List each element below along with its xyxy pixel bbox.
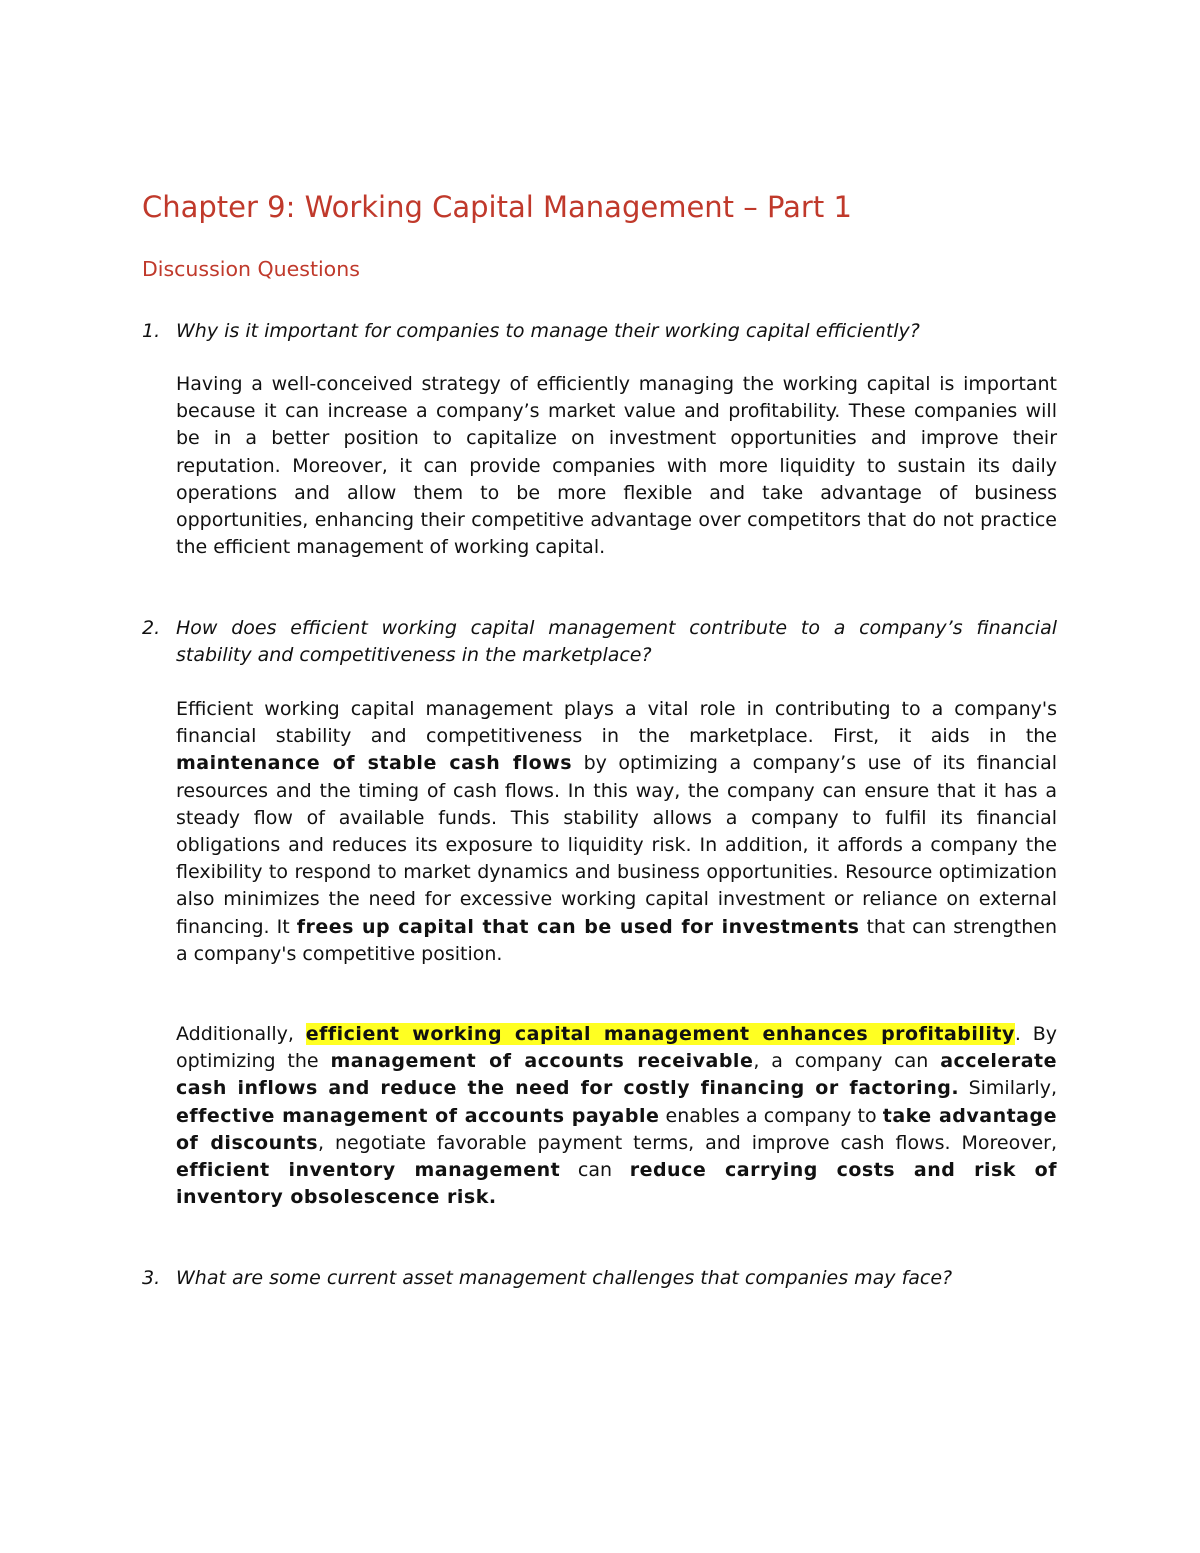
page-title: Chapter 9: Working Capital Management – Part 1 [142,190,852,224]
section-heading: Discussion Questions [142,257,360,281]
highlighted-text: efficient working capital management enhances profitability [305,1023,1015,1045]
text-run: , negotiate favorable payment terms, and improve cash flows. Moreover, [318,1131,1057,1154]
answer-paragraph [176,1021,1057,1211]
question-text: How does efficient working capital management contribute to a company’s financial stability and competitiveness in the marketplace? [176,617,1057,667]
bold-text: reduce carrying costs and risk of inventory obsolescence risk. [176,1159,1057,1209]
text-run: Similarly, [959,1077,1057,1100]
answer-paragraph [176,696,1057,968]
text-run: enables a company to [659,1104,883,1127]
text-run: Efficient working capital management plays a vital role in contributing to a company's financial stability and competitiveness in the marketplace. First, it aids in the [176,698,1057,748]
question-text: Why is it important for companies to manage their working capital efficiently? [176,320,920,342]
bold-text: management of accounts receivable [330,1050,754,1073]
bold-text: accelerate cash inflows and reduce the need for costly financing or factoring. [176,1050,1057,1100]
question-number: 2. [142,617,161,639]
text-run: , a company can [753,1050,941,1073]
question-number: 1. [142,320,161,342]
question-text: What are some current asset management challenges that companies may face? [176,1267,953,1289]
text-run: Additionally, [176,1023,306,1045]
bold-text: maintenance of stable cash flows [176,752,573,775]
text-run: that can strengthen a company's competitive position. [176,915,1058,965]
answer-paragraph [176,371,1057,561]
text-run: Having a well-conceived strategy of efficiently managing the working capital is important because it can increase a company’s market value and profitability. These companies will be in a better position to capitalize on investment opportunities and improve their reputation. Moreover, it can provide companies with more liquidity to sustain its daily operations and allow them to be more flexible and take advantage of business opportunities, enhancing their competitive advantage over competitors that do not practice the efficient management of working capital. [176,373,1057,559]
text-run: . By optimizing the [176,1023,1058,1073]
bold-text: take advantage of discounts [176,1104,1057,1154]
bold-text: efficient inventory management [176,1159,561,1182]
text-run: by optimizing a company’s use of its financial resources and the timing of cash flows. In this way, the company can ensure that it has a steady flow of available funds. This stability allows a company to fulfil its financial obligations and reduces its exposure to liquidity risk. In addition, it affords a company the flexibility to respond to market dynamics and business opportunities. Resource optimization also minimizes the need for excessive working capital investment or reliance on external financing. It [176,752,1057,938]
bold-text: effective management of accounts payable [176,1104,660,1127]
bold-text: frees up capital that can be used for investments [296,915,860,938]
question-number: 3. [142,1267,161,1289]
text-run: can [560,1159,630,1182]
